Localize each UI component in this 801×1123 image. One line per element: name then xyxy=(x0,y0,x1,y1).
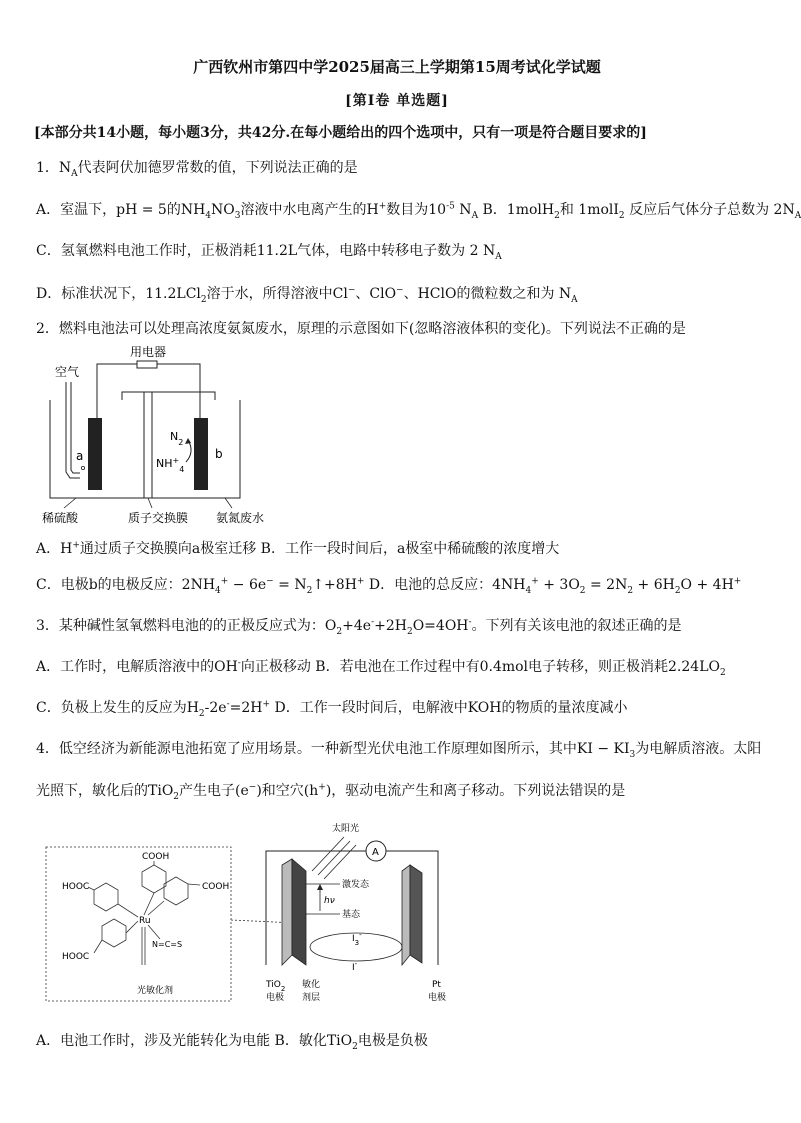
q4-photovoltaic-cell-diagram xyxy=(44,815,464,1010)
sensitizer-layer-label-2: 剂层 xyxy=(302,993,321,1003)
ground-state-label: 基态 xyxy=(342,910,361,920)
ammeter-label: A xyxy=(372,847,379,858)
pt-electrode xyxy=(402,865,410,965)
membrane-label: 质子交换膜 xyxy=(128,511,189,525)
sensitizer-layer-label-1: 敏化 xyxy=(302,980,321,990)
tio2-electrode xyxy=(282,859,292,965)
q1-option-ab: A．室温下，pH = 5的$NH_4NO_3$溶液中水电离产生的H+数目为$10^{-5}$ $N_A$ B．1molH$_2$和 1molI$_2$ 反应后气体分子总数为 $2N_A$ xyxy=(36,201,801,221)
triiodide-label: $I_3^-$ xyxy=(352,931,362,947)
electrode-b xyxy=(194,418,208,490)
hooc-left-label: HOOC xyxy=(62,882,90,892)
q1-stem: 1．$N_A$代表阿伏加德罗常数的值，下列说法正确的是 xyxy=(36,160,358,179)
excited-state-label: 激发态 xyxy=(342,880,370,890)
hv-label: hν xyxy=(324,896,335,906)
redox-cycle xyxy=(310,933,402,961)
q2-option-ab: A．H+通过质子交换膜向a极室迁移 B．工作一段时间后，a极室中稀硫酸的浓度增大 xyxy=(36,540,560,557)
q1-option-d: D．标准状况下，11.2LCl$_2$溶于水，所得溶液中Cl−、ClO−、HClO的微粒数之和为 $N_A$ xyxy=(36,285,578,305)
sensitizer-caption: 光敏化剂 xyxy=(137,986,174,996)
q3-stem: 3．某种碱性氢氧燃料电池的的正极反应式为：$O_2+4e^-+2H_2O=4OH^-$。下列有关该电池的叙述正确的是 xyxy=(36,617,682,637)
nh4-label: $NH^+_4$ xyxy=(156,455,185,474)
pt-label: Pt xyxy=(432,980,441,990)
ru-label: Ru xyxy=(139,916,151,926)
hooc-bottom-label: HOOC xyxy=(62,952,90,962)
tio2-electrode-label: 电极 xyxy=(266,993,285,1003)
q3-option-ab: A．工作时，电解质溶液中的OH-向正极移动 B．若电池在工作过程中有0.4mol电子转移，则正极消耗$2.24LO_2$ xyxy=(36,658,726,678)
q4-stem-line1: 4．低空经济为新能源电池拓宽了应用场景。一种新型光伏电池工作原理如图所示，其中KI − $KI_3$为电解质溶液。太阳 xyxy=(36,741,762,760)
iodide-label: I- xyxy=(352,960,358,973)
n2-label: $N_2$ xyxy=(170,430,184,447)
section-instruction: [本部分共14小题，每小题3分，共42分.在每小题给出的四个选项中，只有一项是符合题目要求的] xyxy=(34,125,647,141)
page-title: 广西钦州市第四中学2025届高三上学期第15周考试化学试题 xyxy=(193,58,601,76)
q1-option-c: C．氢氧燃料电池工作时，正极消耗11.2L气体，电路中转移电子数为 2 $N_A$ xyxy=(36,243,502,262)
ncs-label: N=C=S xyxy=(152,940,183,949)
pt-electrode-label: 电极 xyxy=(428,993,447,1003)
cooh-top-label: COOH xyxy=(142,852,170,862)
section-heading: [第Ⅰ卷 单选题] xyxy=(345,93,449,109)
bipyridine-rings xyxy=(88,861,200,965)
device-icon xyxy=(137,361,157,368)
q3-option-cd: C．负极上发生的反应为$H_2-2e^-=2H^+$ D．工作一段时间后，电解液中KOH的物质的量浓度减小 xyxy=(36,699,628,719)
device-label: 用电器 xyxy=(130,345,167,359)
q2-stem: 2．燃料电池法可以处理高浓度氨氮废水，原理的示意图如下(忽略溶液体积的变化)。下列说法不正确的是 xyxy=(36,321,686,337)
sunlight-rays xyxy=(312,837,356,879)
q2-fuel-cell-diagram xyxy=(40,340,290,530)
sensitizer-layer xyxy=(292,859,306,965)
air-label: 空气 xyxy=(55,365,80,379)
q4-stem-line2: 光照下，敏化后的TiO$_2$产生电子(e−)和空穴(h+)，驱动电流产生和离子移动。下列说法错误的是 xyxy=(36,782,626,802)
dilute-acid-label: 稀硫酸 xyxy=(42,511,79,525)
cooh-right-label: COOH xyxy=(202,882,230,892)
electrode-a-label: a xyxy=(76,449,84,463)
q4-option-ab: A．电池工作时，涉及光能转化为电能 B．敏化TiO$_2$电极是负极 xyxy=(36,1033,428,1052)
q2-option-cd: C．电极b的电极反应：$2NH_4^+ - 6e^-$ = $N_2↑+8H^+$ D．电池的总反应：$4NH_4^+ + 3O_2 = 2N_2 + 6H_2O + 4H^+$ xyxy=(36,576,742,596)
tio2-label: TiO$_2$ xyxy=(266,980,286,993)
wastewater-label: 氨氮废水 xyxy=(216,511,265,525)
electrode-a xyxy=(88,418,102,490)
electrode-b-label: b xyxy=(215,447,223,461)
sunlight-label: 太阳光 xyxy=(332,824,360,834)
